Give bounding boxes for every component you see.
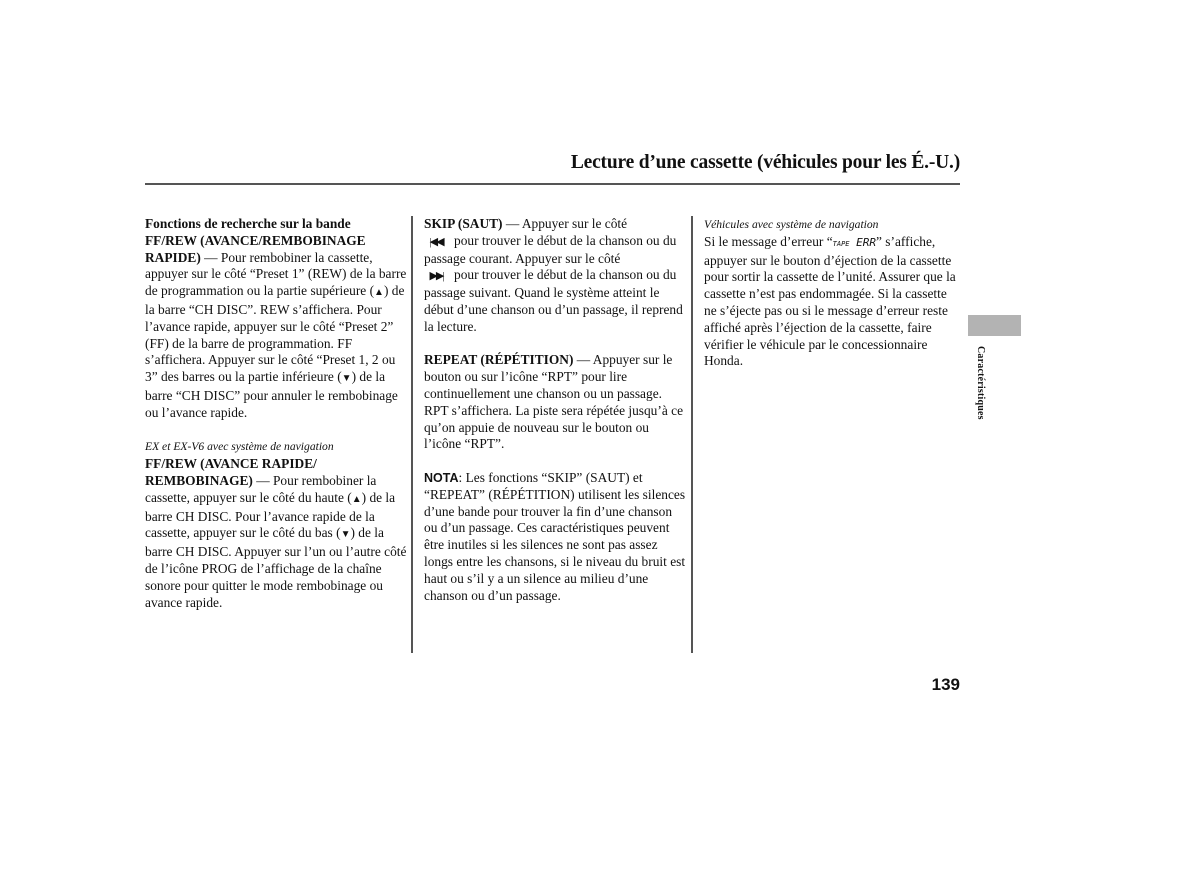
down-arrow-icon: ▼ [340,529,351,541]
section-heading: FF/REW (AVANCE RAPIDE/ [145,456,317,472]
section-heading: REMBOBINAGE) [145,472,253,488]
nota-label: NOTA [424,470,459,485]
body-text: ) de la barre “CH DISC”. REW s’affichera. Pour l’avance rapide, appuyer sur le côté “Preset 2” (FF) de la barre de programmation. FF s’affichera. Appuyer sur le côté “Preset 1, 2 ou 3” des barres ou la partie inférieure ( [145,283,405,385]
body-text: — Pour rembobiner la cassette, appuyer sur le côté du haute ( [145,472,377,505]
tape-err-display-icon: TAPE ERR [832,235,877,249]
body-text: Si le message d’erreur “ [704,233,833,249]
page-number: 139 [931,675,960,694]
section-heading: SKIP (SAUT) [424,216,503,231]
column-divider-2 [691,216,693,653]
section-nota [424,470,686,604]
body-text: ) de la barre CH DISC. Appuyer sur l’un ou l’autre côté de l’icône PROG de l’affichage de la chaîne sonore pour quitter le mode rembobinage ou avance rapide. [145,525,407,610]
section-heading: REPEAT (RÉPÉTITION) [424,352,574,368]
section-heading: RAPIDE) [145,249,201,265]
model-note: EX et EX-V6 avec système de navigation [145,440,334,454]
model-note: Véhicules avec système de navigation [704,218,879,231]
section-heading: Fonctions de recherche sur la bande [145,216,351,231]
body-text: pour trouver le début de la chanson ou du passage courant. Appuyer sur le côté [424,232,677,266]
page-title: Lecture d’une cassette (véhicules pour les É.-U.) [570,152,960,173]
body-text: pour trouver le début de la chanson ou du passage suivant. Quand le système atteint le début d’une chanson ou d’un passage, il reprend la lecture. [424,267,683,334]
body-text: — Appuyer sur le bouton ou sur l’icône “RPT” pour lire continuellement une chanson ou un passage. RPT s’affichera. La piste sera répétée jusqu’à ce qu’on appuie de nouveau sur le bouton ou l’icône “RPT”. [424,352,684,452]
body-text: : Les fonctions “SKIP” (SAUT) et “REPEAT” (RÉPÉTITION) utilisent les silences d’une bande pour trouver la fin d’une chanson ou d’un passage. Ces caractéristiques peuvent être inutiles si les silences ne sont pas assez longs entre les chansons, si le niveau du bruit est haut ou s’il y a un silence au milieu d’une chanson ou d’un passage. [424,469,686,603]
up-arrow-icon: ▲ [374,287,384,299]
body-text: — Pour rembobiner la cassette, appuyer sur le côté “Preset 1” (REW) de la barre de programmation ou la partie supérieure ( [145,249,407,299]
body-text: — Appuyer sur le côté [502,216,628,231]
section-ff-rew-nav [145,438,407,611]
body-text: ” s’affiche, appuyer sur le bouton d’éjection de la cassette pour sortir la cassette de l’unité. Assurer que la cassette n’est pas endommagée. Si la cassette ne s’éjecte pas ou si le message d’erreur reste affiché après l’éjection de la cassette, faire vérifier le véhicule par le concessionnaire Honda. [704,233,956,369]
column-2 [424,216,686,604]
section-repeat [424,352,686,453]
skip-forward-icon: ▶▶| [429,270,443,283]
section-tab [968,315,1021,336]
column-3 [704,216,962,370]
section-error-message [704,216,962,370]
section-heading: FF/REW (AVANCE/REMBOBINAGE [145,232,366,248]
body-text: ) de la barre CH DISC. Pour l’avance rapide de la cassette, appuyer sur le côté du bas ( [145,489,396,541]
column-1 [145,216,407,611]
body-text: ) de la barre “CH DISC” pour annuler le rembobinage ou l’avance rapide. [145,369,398,420]
section-side-label: Caractéristiques [975,346,986,420]
section-ff-rew [145,216,407,422]
skip-back-icon: |◀◀ [429,235,443,248]
title-rule [145,183,960,185]
section-skip [424,216,686,336]
up-arrow-icon: ▲ [351,493,362,505]
column-divider-1 [411,216,413,653]
down-arrow-icon: ▼ [341,373,352,385]
